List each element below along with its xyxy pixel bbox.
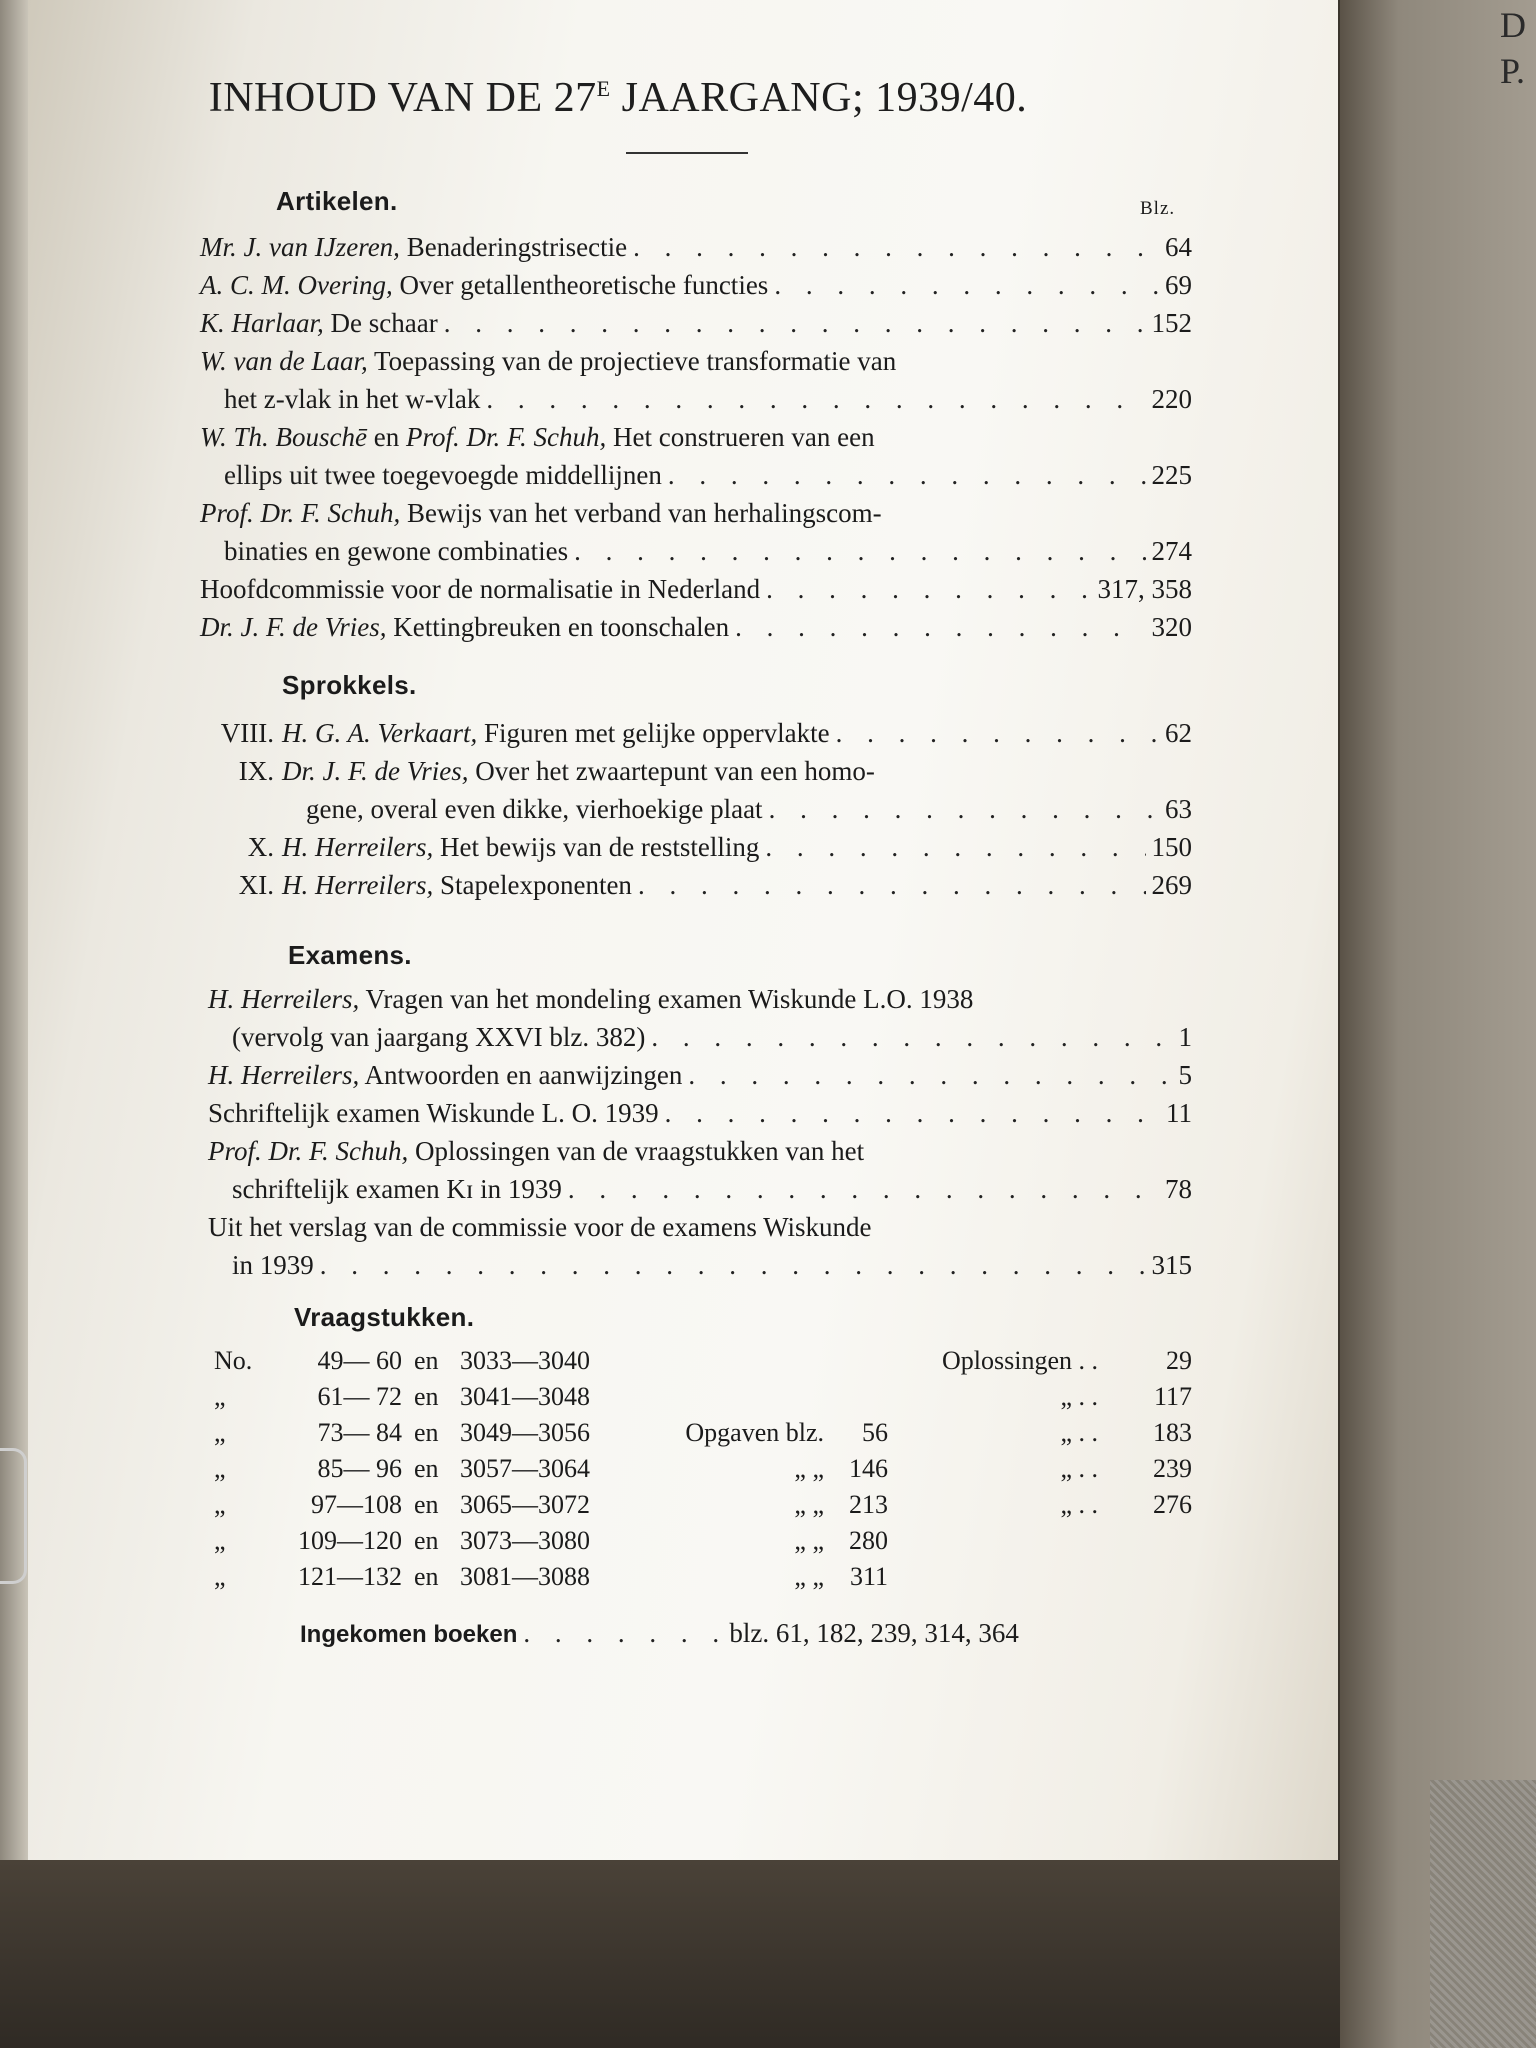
vr-range2: 3041—3048 — [460, 1382, 590, 1411]
entry-author: Prof. Dr. F. Schuh, — [208, 1136, 409, 1166]
adjacent-page-text — [1500, 2, 1526, 94]
artikelen-entry — [200, 268, 1192, 302]
entry-page: 62 — [1165, 718, 1192, 748]
vr-opg: „ „ — [794, 1562, 824, 1591]
leader-dots — [651, 1020, 1172, 1054]
vr-opg: „ „ — [794, 1526, 824, 1555]
book-page — [28, 0, 1338, 1860]
vr-prefix: „ — [214, 1382, 226, 1411]
vr-oplpage: 29 — [1166, 1346, 1192, 1375]
entry-title: Antwoorden en aanwijzingen — [359, 1060, 683, 1090]
entry-title: Vragen van het mondeling examen Wiskunde L.O. 1938 — [359, 984, 974, 1014]
entry-number: XI. — [238, 870, 274, 900]
entry-page: 63 — [1165, 794, 1192, 824]
entry-continuation: (vervolg van jaargang XXVI blz. 382) — [232, 1022, 646, 1052]
entry-author: H. Herreilers, — [208, 984, 360, 1014]
sprokkels-entry — [200, 754, 1192, 788]
vr-opl: „ . . — [1060, 1454, 1098, 1483]
section-artikelen: Artikelen. — [276, 186, 398, 216]
vr-prefix: „ — [214, 1418, 226, 1447]
entry-author: Mr. J. van IJzeren, — [200, 232, 400, 262]
vr-prefix: No. — [214, 1346, 253, 1375]
sprokkels-entry — [200, 868, 1192, 902]
artikelen-entry — [200, 344, 1192, 378]
vr-opgpage: 56 — [862, 1418, 888, 1447]
artikelen-entry-cont — [224, 534, 1192, 568]
adjacent-book — [1340, 0, 1536, 2048]
vr-range1: 73— 84 — [317, 1418, 402, 1447]
blz-header: Blz. — [1140, 198, 1176, 219]
entry-author: K. Harlaar, — [200, 308, 324, 338]
entry-author: Prof. Dr. F. Schuh, — [200, 498, 401, 528]
entry-page: 269 — [1151, 870, 1192, 900]
artikelen-entry — [200, 306, 1192, 340]
entry-title-2: Het construeren van een — [606, 422, 875, 452]
entry-title: Toepassing van de projectieve transformatie van — [367, 346, 897, 376]
ingekomen-label: Ingekomen boeken — [300, 1621, 518, 1648]
vr-range2: 3057—3064 — [460, 1454, 590, 1483]
artikelen-entry — [200, 230, 1192, 264]
entry-author: Dr. J. F. de Vries, — [200, 612, 387, 642]
entry-page: 220 — [1151, 384, 1192, 414]
vr-range2: 3081—3088 — [460, 1562, 590, 1591]
entry-page: 5 — [1178, 1060, 1192, 1090]
entry-title: Benaderingstrisectie — [399, 232, 628, 262]
entry-title: Figuren met gelijke oppervlakte — [477, 718, 830, 748]
examens-entry — [208, 1210, 1192, 1244]
vr-oplpage: 276 — [1153, 1490, 1192, 1519]
vr-range2: 3049—3056 — [460, 1418, 590, 1447]
entry-author: H. Herreilers, — [282, 870, 434, 900]
section-sprokkels: Sprokkels. — [282, 670, 417, 700]
vr-opg: „ „ — [794, 1490, 824, 1519]
vr-oplpage: 183 — [1153, 1418, 1192, 1447]
table-surface — [0, 1860, 1340, 2048]
vr-range1: 109—120 — [298, 1526, 402, 1555]
artikelen-entry — [200, 572, 1192, 606]
vr-oplpage: 117 — [1153, 1382, 1192, 1411]
entry-continuation: ellips uit twee toegevoegde middellijnen — [224, 460, 662, 490]
leader-dots — [765, 830, 1145, 864]
entry-author: W. Th. Bouschē — [200, 422, 367, 452]
vr-range1: 97—108 — [311, 1490, 402, 1519]
leader-dots — [320, 1248, 1146, 1282]
examens-entry — [208, 982, 1192, 1016]
sprokkels-entry-cont — [306, 792, 1192, 826]
leader-dots — [769, 792, 1159, 826]
vr-en: en — [414, 1418, 439, 1447]
examens-entry — [208, 1096, 1192, 1130]
ingekomen-pages: blz. 61, 182, 239, 314, 364 — [729, 1618, 1019, 1648]
entry-page: 274 — [1151, 536, 1192, 566]
vr-prefix: „ — [214, 1562, 226, 1591]
entry-continuation: schriftelijk examen Kɪ in 1939 — [232, 1174, 562, 1204]
sprokkels-entry — [200, 830, 1192, 864]
entry-title: Kettingbreuken en toonschalen — [386, 612, 730, 642]
vr-range2: 3065—3072 — [460, 1490, 590, 1519]
entry-number: IX. — [238, 756, 274, 786]
leader-dots — [774, 268, 1159, 302]
entry-page: 315 — [1151, 1250, 1192, 1280]
entry-title: Bewijs van het verband van herhalingscom- — [400, 498, 882, 528]
entry-page: 225 — [1151, 460, 1192, 490]
vr-range2: 3073—3080 — [460, 1526, 590, 1555]
entry-page: 1 — [1178, 1022, 1192, 1052]
vr-opl: Oplossingen . . — [942, 1346, 1098, 1375]
sprokkels-entry — [200, 716, 1192, 750]
entry-title: Oplossingen van de vraagstukken van het — [408, 1136, 865, 1166]
vr-en: en — [414, 1454, 439, 1483]
entry-title: De schaar — [323, 308, 438, 338]
leader-dots — [638, 868, 1146, 902]
entry-continuation: binaties en gewone combinaties — [224, 536, 569, 566]
leader-dots — [688, 1058, 1172, 1092]
artikelen-entry — [200, 496, 1192, 530]
vr-range2: 3033—3040 — [460, 1346, 590, 1375]
entry-page: 320 — [1151, 612, 1192, 642]
entry-continuation: gene, overal even dikke, vierhoekige plaat — [306, 794, 763, 824]
entry-title: Schriftelijk examen Wiskunde L. O. 1939 — [208, 1098, 659, 1128]
entry-title: Het bewijs van de reststelling — [433, 832, 760, 862]
leader-dots — [665, 1096, 1160, 1130]
examens-entry-cont — [232, 1248, 1192, 1282]
leader-dots — [523, 1616, 723, 1650]
corner-line-2: P. — [1500, 51, 1526, 91]
page-title — [28, 74, 1208, 122]
vr-range1: 85— 96 — [317, 1454, 402, 1483]
leader-dots — [633, 230, 1159, 264]
leader-dots — [668, 458, 1146, 492]
vr-en: en — [414, 1526, 439, 1555]
vr-en: en — [414, 1346, 439, 1375]
entry-author: Dr. J. F. de Vries, — [282, 756, 469, 786]
entry-author: H. Herreilers, — [282, 832, 434, 862]
vr-prefix: „ — [214, 1526, 226, 1555]
entry-page: 69 — [1165, 270, 1192, 300]
leader-dots — [486, 382, 1145, 416]
leader-dots — [444, 306, 1146, 340]
vr-oplpage: 239 — [1153, 1454, 1192, 1483]
entry-title: Uit het verslag van de commissie voor de examens Wiskunde — [208, 1212, 872, 1242]
entry-title: en — [367, 422, 406, 452]
section-examens: Examens. — [288, 940, 412, 970]
title-rest: JAARGANG; 1939/40. — [610, 75, 1028, 121]
entry-page: 150 — [1151, 832, 1192, 862]
artikelen-entry-cont — [224, 458, 1192, 492]
vr-opgpage: 280 — [849, 1526, 888, 1555]
entry-page: 78 — [1165, 1174, 1192, 1204]
vr-opl: „ . . — [1060, 1490, 1098, 1519]
entry-continuation: in 1939 — [232, 1250, 314, 1280]
leader-dots — [574, 534, 1145, 568]
section-vraagstukken: Vraagstukken. — [294, 1302, 475, 1332]
entry-number: VIII. — [220, 718, 274, 748]
vr-range1: 121—132 — [298, 1562, 402, 1591]
vr-en: en — [414, 1382, 439, 1411]
artikelen-entry — [200, 610, 1192, 644]
title-main: INHOUD VAN DE 27 — [208, 75, 597, 121]
title-rule — [626, 152, 748, 154]
vr-prefix: „ — [214, 1490, 226, 1519]
vr-opgpage: 213 — [849, 1490, 888, 1519]
entry-title: Hoofdcommissie voor de normalisatie in Nederland — [200, 574, 761, 604]
vr-opl: „ . . — [1060, 1382, 1098, 1411]
entry-author-2: Prof. Dr. F. Schuh, — [405, 422, 607, 452]
artikelen-entry-cont — [224, 382, 1192, 416]
entry-author: H. G. A. Verkaart, — [282, 718, 478, 748]
examens-entry — [208, 1134, 1192, 1168]
vr-en: en — [414, 1562, 439, 1591]
entry-title: Stapelexponenten — [433, 870, 632, 900]
leader-dots — [766, 572, 1091, 606]
entry-page: 64 — [1165, 232, 1192, 262]
entry-page: 317, 358 — [1097, 574, 1192, 604]
leader-dots — [568, 1172, 1159, 1206]
vr-range1: 49— 60 — [317, 1346, 402, 1375]
vr-range1: 61— 72 — [317, 1382, 402, 1411]
entry-title: Over het zwaartepunt van een homo- — [468, 756, 875, 786]
ingekomen-row — [300, 1616, 1192, 1652]
examens-entry-cont — [232, 1020, 1192, 1054]
vr-opgpage: 311 — [849, 1562, 888, 1591]
vr-prefix: „ — [214, 1454, 226, 1483]
entry-title: Over getallentheoretische functies — [392, 270, 769, 300]
artikelen-entry — [200, 420, 1192, 454]
entry-author: W. van de Laar, — [200, 346, 368, 376]
entry-continuation: het z-vlak in het w-vlak — [224, 384, 481, 414]
entry-author: A. C. M. Overing, — [200, 270, 393, 300]
book-cloth — [1430, 1780, 1536, 2048]
examens-entry — [208, 1058, 1192, 1092]
entry-page: 152 — [1151, 308, 1192, 338]
corner-line-1: D — [1500, 5, 1526, 45]
leader-dots — [735, 610, 1145, 644]
entry-number: X. — [247, 832, 274, 862]
vr-opg: Opgaven blz. — [685, 1418, 824, 1447]
vr-opgpage: 146 — [849, 1454, 888, 1483]
entry-author: H. Herreilers, — [208, 1060, 360, 1090]
entry-page: 11 — [1166, 1098, 1192, 1128]
paper-clip — [0, 1448, 27, 1584]
title-superscript: E — [596, 76, 611, 101]
vr-opg: „ „ — [794, 1454, 824, 1483]
vr-opl: „ . . — [1060, 1418, 1098, 1447]
vr-en: en — [414, 1490, 439, 1519]
examens-entry-cont — [232, 1172, 1192, 1206]
leader-dots — [836, 716, 1159, 750]
